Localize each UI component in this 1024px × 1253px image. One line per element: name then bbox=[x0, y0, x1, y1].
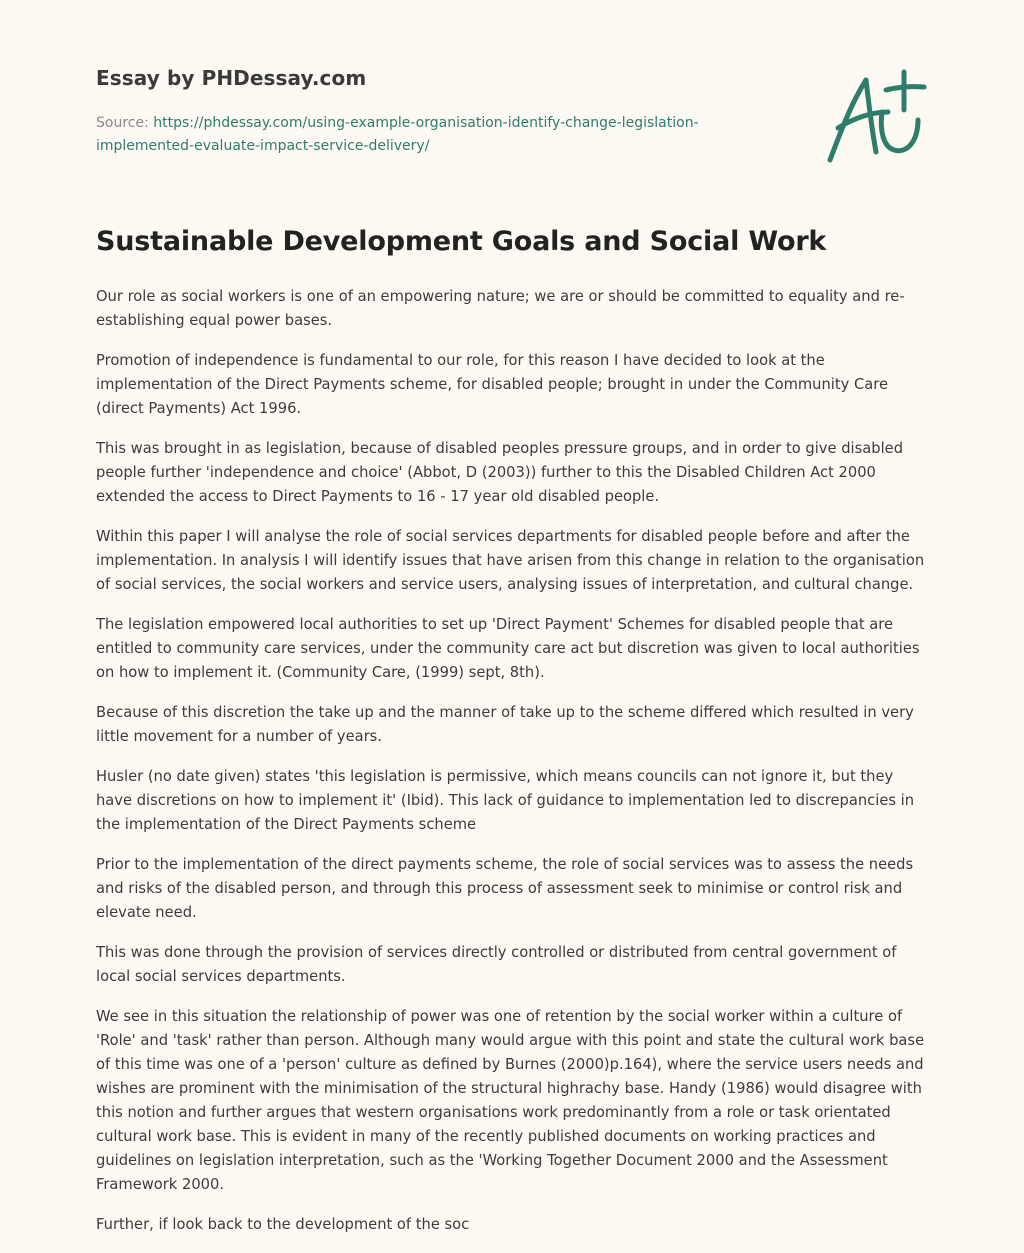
paragraph: This was brought in as legislation, because of disabled peoples pressure groups, and in order to give disabled people further 'independence and choice' (Abbot, D (2003)) further to this the Disabled Children Act 2000 extended the access to Direct Payments to 16 - 17 year old disabled people. bbox=[96, 440, 904, 505]
paragraph: Prior to the implementation of the direct payments scheme, the role of social services was to assess the needs and risks of the disabled person, and through this process of assessment seek to minimise or control risk and elevate need. bbox=[96, 856, 914, 921]
paragraph: This was done through the provision of services directly controlled or distributed from central government of local social services departments. bbox=[96, 944, 897, 985]
paragraph: Our role as social workers is one of an empowering nature; we are or should be committed to equality and re-establishing equal power bases. bbox=[96, 288, 905, 329]
paragraph: Husler (no date given) states 'this legislation is permissive, which means councils can not ignore it, but they have discretions on how to implement it' (Ibid). This lack of guidance to implementation led to discrepancies in the implementation of the Direct Payments scheme bbox=[96, 768, 915, 833]
source-line bbox=[96, 112, 776, 158]
source-link[interactable]: https://phdessay.com/using-example-organisation-identify-change-legislation-implemented-evaluate-impact-service-delivery/ bbox=[96, 115, 699, 154]
paragraph: Within this paper I will analyse the role of social services departments for disabled people before and after the implementation. In analysis I will identify issues that have arisen from this change in relation to the organisation of social services, the social workers and service users, analysing issues of interpretation, and cultural change. bbox=[96, 528, 925, 593]
source-label: Source: bbox=[96, 115, 149, 131]
paragraph: Promotion of independence is fundamental to our role, for this reason I have decided to look at the implementation of the Direct Payments scheme, for disabled people; brought in under the Community Care (direct Payments) Act 1996. bbox=[96, 352, 889, 417]
article-title: Sustainable Development Goals and Social Work bbox=[96, 226, 827, 257]
paragraph: Further, if look back to the development of the soc bbox=[96, 1216, 470, 1233]
article-body bbox=[96, 285, 932, 1253]
a-plus-logo-icon bbox=[820, 66, 930, 166]
paragraph: We see in this situation the relationship of power was one of retention by the social worker within a culture of 'Role' and 'task' rather than person. Although many would argue with this point and state the cultural work base of this time was one of a 'person' culture as defined by Burnes (2000)p.164), where the service users needs and wishes are prominent with the minimisation of the structural highrachy base. Handy (1986) would disagree with this notion and further argues that western organisations work predominantly from a role or task orientated cultural work base. This is evident in many of the recently published documents on working practices and guidelines on legislation interpretation, such as the 'Working Together Document 2000 and the Assessment Framework 2000. bbox=[96, 1008, 925, 1193]
paragraph: Because of this discretion the take up and the manner of take up to the scheme differed which resulted in very little movement for a number of years. bbox=[96, 704, 914, 745]
site-brand: Essay by PHDessay.com bbox=[96, 66, 367, 90]
paragraph: The legislation empowered local authorities to set up 'Direct Payment' Schemes for disabled people that are entitled to community care services, under the community care act but discretion was given to local authorities on how to implement it. (Community Care, (1999) sept, 8th). bbox=[96, 616, 920, 681]
